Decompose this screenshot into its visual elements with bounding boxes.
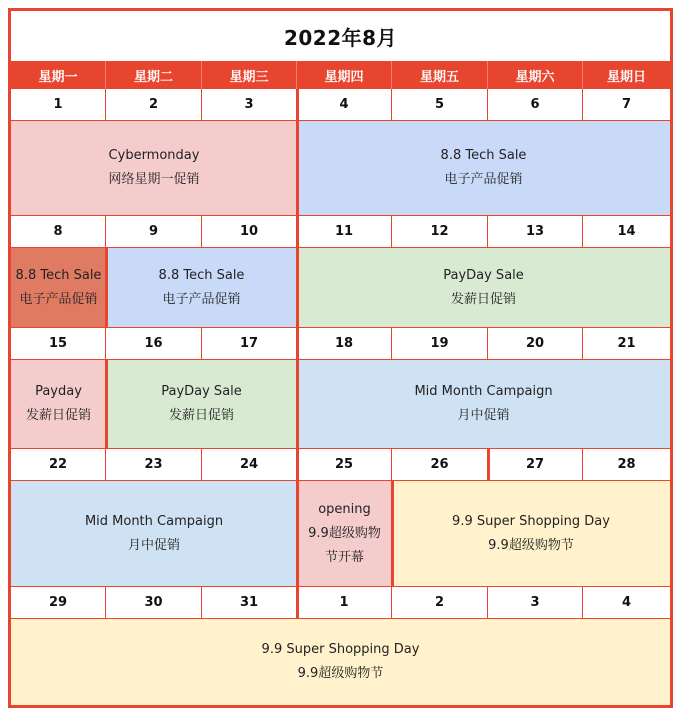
weekday-sun: 星期日	[583, 61, 670, 89]
date-cell[interactable]: 24	[202, 449, 297, 481]
date-cell[interactable]: 4	[583, 587, 670, 619]
event-opening[interactable]	[297, 481, 392, 587]
date-cell[interactable]: 15	[11, 328, 106, 360]
date-cell[interactable]: 4	[297, 89, 392, 121]
event-subtitle: 9.9超级购物节	[297, 666, 384, 681]
event-subtitle: 电子产品促销	[444, 172, 523, 187]
date-cell[interactable]: 1	[297, 587, 392, 619]
event-mid-month-campaign[interactable]	[297, 360, 670, 449]
event-title: Mid Month Campaign	[414, 384, 553, 399]
date-cell[interactable]: 16	[106, 328, 202, 360]
event-subtitle: 月中促销	[457, 408, 510, 423]
event-title: 9.9 Super Shopping Day	[261, 642, 420, 657]
date-cell[interactable]: 2	[106, 89, 202, 121]
event-payday-sale[interactable]	[106, 360, 297, 449]
event-tech-sale[interactable]	[106, 248, 297, 328]
weekday-mon: 星期一	[11, 61, 106, 89]
week-divider	[391, 481, 394, 587]
event-super-shopping-day[interactable]	[392, 481, 670, 587]
date-cell[interactable]: 22	[11, 449, 106, 481]
week-divider	[296, 587, 299, 619]
event-payday[interactable]	[11, 360, 106, 449]
week-divider	[487, 449, 490, 481]
date-cell[interactable]: 17	[202, 328, 297, 360]
event-title: PayDay Sale	[161, 384, 242, 399]
event-subtitle: 网络星期一促销	[108, 172, 200, 187]
date-cell[interactable]: 21	[583, 328, 670, 360]
date-cell[interactable]: 31	[202, 587, 297, 619]
event-tech-sale[interactable]	[11, 248, 106, 328]
date-cell[interactable]: 29	[11, 587, 106, 619]
date-cell[interactable]: 6	[488, 89, 583, 121]
calendar-frame	[8, 8, 673, 708]
week-divider	[105, 248, 108, 328]
event-title: opening	[318, 501, 371, 517]
date-cell[interactable]: 14	[583, 216, 670, 248]
date-cell[interactable]: 28	[583, 449, 670, 481]
event-subtitle: 发薪日促销	[25, 408, 91, 423]
event-subtitle: 月中促销	[127, 537, 180, 553]
weekday-tue: 星期二	[106, 61, 202, 89]
week-divider	[296, 89, 299, 587]
date-cell[interactable]: 25	[297, 449, 392, 481]
date-cell[interactable]: 9	[106, 216, 202, 248]
event-title: Payday	[35, 384, 82, 399]
week-divider	[105, 360, 108, 449]
date-cell[interactable]: 12	[392, 216, 488, 248]
date-cell[interactable]: 30	[106, 587, 202, 619]
date-cell[interactable]: 26	[392, 449, 488, 481]
event-title: 8.8 Tech Sale	[440, 148, 527, 163]
calendar-title: 2022年8月	[283, 25, 398, 50]
weekday-wed: 星期三	[202, 61, 297, 89]
event-cybermonday[interactable]	[11, 121, 297, 216]
date-cell[interactable]: 7	[583, 89, 670, 121]
event-subtitle: 电子产品促销	[19, 291, 98, 307]
event-payday-sale[interactable]	[297, 248, 670, 328]
date-cell[interactable]: 27	[488, 449, 583, 481]
weekday-sat: 星期六	[488, 61, 583, 89]
date-cell[interactable]: 8	[11, 216, 106, 248]
weekday-thu: 星期四	[297, 61, 392, 89]
date-cell[interactable]: 20	[488, 328, 583, 360]
event-subtitle: 节开幕	[324, 549, 364, 565]
event-super-shopping-day[interactable]	[11, 619, 670, 705]
event-subtitle: 发薪日促销	[450, 291, 516, 307]
date-cell[interactable]: 2	[392, 587, 488, 619]
date-cell[interactable]: 18	[297, 328, 392, 360]
event-mid-month-campaign[interactable]	[11, 481, 297, 587]
weekday-fri: 星期五	[392, 61, 488, 89]
date-cell[interactable]: 3	[488, 587, 583, 619]
date-cell[interactable]: 1	[11, 89, 106, 121]
event-title: 8.8 Tech Sale	[15, 267, 102, 283]
event-subtitle: 电子产品促销	[162, 291, 241, 307]
date-cell[interactable]: 23	[106, 449, 202, 481]
date-cell[interactable]: 3	[202, 89, 297, 121]
date-cell[interactable]: 10	[202, 216, 297, 248]
event-title: Cybermonday	[108, 148, 200, 163]
date-cell[interactable]: 13	[488, 216, 583, 248]
event-title: PayDay Sale	[443, 267, 524, 283]
event-subtitle: 发薪日促销	[168, 408, 234, 423]
event-subtitle: 9.9超级购物	[308, 525, 381, 541]
date-cell[interactable]: 19	[392, 328, 488, 360]
event-subtitle: 9.9超级购物节	[488, 537, 574, 553]
event-title: 9.9 Super Shopping Day	[452, 513, 610, 529]
event-title: Mid Month Campaign	[84, 513, 224, 529]
event-title: 8.8 Tech Sale	[158, 267, 245, 283]
date-cell[interactable]: 5	[392, 89, 488, 121]
date-cell[interactable]: 11	[297, 216, 392, 248]
event-tech-sale[interactable]	[297, 121, 670, 216]
